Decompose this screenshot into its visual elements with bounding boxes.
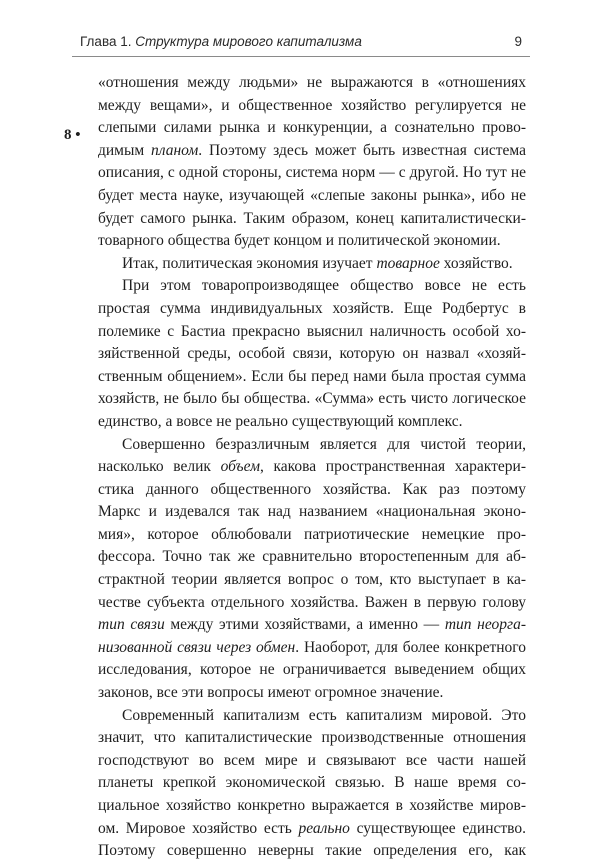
chapter-title: Структура мирового капитализма (135, 34, 362, 49)
text-line (98, 795, 526, 818)
text-segment: «отношения между людьми» не выражаются в «отношениях (98, 74, 526, 91)
text-line (98, 208, 526, 231)
text-line (98, 95, 526, 118)
text-line (98, 411, 526, 434)
text-line (98, 614, 526, 637)
text-segment: насколько велик (98, 458, 221, 476)
text-segment: значит, что капиталистические производственные отношения (98, 729, 526, 747)
text-line (98, 772, 526, 795)
text-segment: существующее единство. (349, 819, 526, 837)
text-line (98, 72, 526, 95)
emphasis-text: тип неорга- (444, 616, 526, 634)
text-line (98, 705, 526, 728)
text-segment: ственным общением». Если бы перед нами была простая сумма (98, 367, 526, 385)
text-segment: мия», которое облюбовали патриотические немецкие про- (98, 525, 526, 543)
text-segment: Совершенно безразличным является для чистой теории, (122, 435, 526, 453)
text-segment: ом. Мировое хозяйство есть (98, 819, 299, 837)
text-line (98, 434, 526, 457)
text-segment: будет места науке, изучающей «слепые законы рынка», ибо не (98, 186, 526, 204)
chapter-prefix: Глава 1. (80, 34, 132, 49)
text-segment: димым (98, 141, 152, 159)
text-segment: описания, с одной стороны, система норм — с другой. Но тут не (98, 164, 526, 182)
margin-page-mark: 8 • (64, 127, 81, 143)
text-segment: Современный капитализм есть капитализм мировой. Это (122, 706, 526, 724)
emphasis-text: тип связи (98, 616, 165, 634)
text-line (98, 479, 526, 502)
text-segment: хозяйств, не было бы общества. «Сумма» есть чисто логическое (98, 390, 526, 408)
text-line (98, 230, 526, 253)
text-line (98, 592, 526, 615)
text-line (98, 750, 526, 773)
emphasis-text: объем (220, 458, 260, 476)
text-segment: Поэтому совершенно неверны такие определения его, как (98, 842, 526, 860)
text-segment: между вещами», и общественное хозяйство регулируется не (98, 96, 526, 114)
text-segment: простая сумма индивидуальных хозяйств. Еще Родбертус в (98, 299, 526, 317)
text-line (98, 524, 526, 547)
text-segment: законов, все эти вопросы имеют огромное значение. (98, 684, 444, 702)
text-segment: зяйственной среды, особой связи, которую он назвал «хозяй- (98, 345, 526, 363)
page-number: 9 (514, 34, 522, 49)
text-segment: страктной теории является вопрос о том, кто выступает в ка- (98, 571, 526, 589)
text-line (98, 185, 526, 208)
text-line (98, 140, 526, 163)
text-line (98, 727, 526, 750)
text-segment: слепыми силами рынка и конкуренции, а сознательно прово- (98, 119, 526, 137)
text-line (98, 840, 526, 863)
text-line (98, 366, 526, 389)
text-line (98, 253, 526, 276)
text-segment: При этом товаропроизводящее общество вовсе не есть (122, 277, 526, 295)
text-segment: Маркс и издевался так над названием «национальная эконо- (98, 503, 526, 521)
text-line (98, 637, 526, 660)
text-line (98, 321, 526, 344)
text-line (98, 456, 526, 479)
text-line (98, 818, 526, 841)
emphasis-text: низованной связи через обмен (98, 638, 296, 656)
text-segment: честве субъекта отдельного хозяйства. Важен в первую голову (98, 593, 526, 611)
text-line (98, 546, 526, 569)
text-line (98, 682, 526, 705)
emphasis-text: реально (298, 819, 350, 837)
text-segment: . Поэтому здесь может быть известная система (198, 141, 526, 159)
text-segment: единство, а вовсе не реально существующий комплекс. (98, 412, 463, 430)
text-line (98, 501, 526, 524)
text-line (98, 569, 526, 592)
text-line (98, 275, 526, 298)
text-line (98, 117, 526, 140)
emphasis-text: товарное (376, 254, 440, 272)
text-line (98, 162, 526, 185)
text-segment: планеты крепкой экономической связью. В наше время со- (98, 774, 526, 792)
text-line (98, 388, 526, 411)
text-segment: . Наоборот, для более конкретного (295, 638, 526, 656)
text-segment: товарного общества будет концом и политической экономии. (98, 232, 501, 250)
text-segment: будет самого рынка. Таким образом, конец капиталистически- (98, 209, 526, 227)
text-line (98, 343, 526, 366)
text-segment: господствуют во всем мире и связывают все части нашей (98, 751, 526, 769)
body-text (98, 72, 526, 863)
emphasis-text: планом (151, 141, 199, 159)
text-segment: фессора. Точно так же сравнительно второстепенным для аб- (98, 548, 526, 566)
text-segment: стика данного общественного хозяйства. Как раз поэтому (98, 480, 526, 498)
text-line (98, 659, 526, 682)
text-segment: исследования, которое не ограничивается выведением общих (98, 661, 526, 679)
text-segment: циальное хозяйство конкретно выражается в хозяйстве миров- (98, 797, 526, 814)
text-segment: полемике с Бастиа прекрасно выяснил наличность особой хо- (98, 322, 526, 340)
chapter-heading (80, 34, 362, 49)
text-segment: между этими хозяйствами, а именно — (164, 616, 445, 634)
running-header (72, 30, 530, 57)
text-line (98, 298, 526, 321)
text-segment: , какова пространственная характери- (259, 458, 526, 476)
text-segment: хозяйство. (439, 254, 513, 272)
text-segment: Итак, политическая экономия изучает (122, 254, 377, 272)
